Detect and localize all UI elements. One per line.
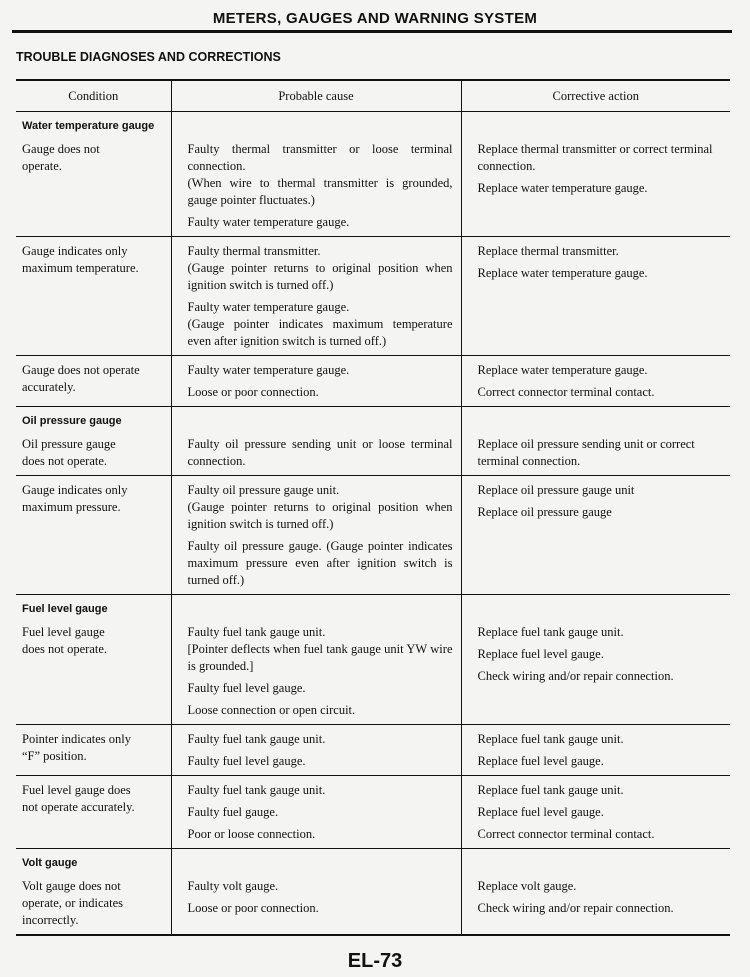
corrective-action-text: Replace fuel tank gauge unit. [477,732,624,746]
corrective-action-cell [461,237,730,356]
table-row [16,112,730,237]
group-spacer [478,855,723,878]
table-row [16,237,730,356]
corrective-action-text: Correct connector terminal contact. [477,827,655,841]
corrective-action-text: Replace volt gauge. [477,879,577,893]
condition-cell [16,237,171,356]
title-rule [12,30,732,33]
condition-text: Fuel level gauge does not operate. [22,625,108,656]
probable-cause-cell [171,725,461,776]
corrective-action-text: Check wiring and/or repair connection. [477,669,674,683]
probable-cause-text: Faulty fuel tank gauge unit. [187,783,326,797]
probable-cause-text: Faulty fuel level gauge. [187,681,306,695]
condition-cell [16,476,171,595]
probable-cause-text: Faulty oil pressure gauge. (Gauge pointer indicates maximum pressure even after ignition switch is turned off.) [187,539,453,587]
probable-cause-text: Faulty fuel tank gauge unit. [Pointer deflects when fuel tank gauge unit YW wire is grounded.] [187,625,453,673]
condition-text: Gauge indicates only maximum temperature. [22,244,139,275]
table-row [16,776,730,849]
group-spacer [188,118,453,141]
condition-text: Gauge does not operate. [22,142,100,173]
corrective-action-cell [461,356,730,407]
corrective-action-text: Replace oil pressure sending unit or correct terminal connection. [477,437,695,468]
condition-cell [16,725,171,776]
page-title: METERS, GAUGES AND WARNING SYSTEM [212,10,538,27]
table-row [16,849,730,936]
probable-cause-text: Poor or loose connection. [187,827,316,841]
corrective-action-cell [461,776,730,849]
corrective-action-text: Replace oil pressure gauge [477,505,612,519]
corrective-action-text: Replace fuel tank gauge unit. [477,625,624,639]
group-spacer [188,855,453,878]
condition-text: Gauge indicates only maximum pressure. [22,483,128,514]
probable-cause-text: Faulty thermal transmitter. (Gauge pointer returns to original position when ignition switch is turned off.) [187,244,453,292]
probable-cause-cell [171,112,461,237]
probable-cause-text: Faulty thermal transmitter or loose terminal connection. (When wire to thermal transmitter is grounded, gauge pointer fluctuates.) [187,142,453,207]
probable-cause-text: Faulty water temperature gauge. (Gauge pointer indicates maximum temperature even after ignition switch is turned off.) [187,300,453,348]
condition-cell [16,849,171,936]
corrective-action-text: Check wiring and/or repair connection. [477,901,674,915]
table-row [16,476,730,595]
header-corrective-action: Corrective action [461,80,730,112]
probable-cause-text: Faulty fuel level gauge. [187,754,306,768]
probable-cause-cell [171,849,461,936]
group-spacer [188,413,453,436]
condition-text: Fuel level gauge does not operate accurately. [22,783,135,814]
condition-cell [16,407,171,476]
probable-cause-text: Faulty water temperature gauge. [187,215,350,229]
gauge-group-title: Volt gauge [22,857,78,869]
corrective-action-text: Replace fuel level gauge. [477,805,604,819]
probable-cause-text: Loose connection or open circuit. [187,703,356,717]
group-spacer [478,118,723,141]
group-spacer [188,601,453,624]
condition-text: Volt gauge does not operate, or indicates incorrectly. [22,879,123,927]
condition-cell [16,112,171,237]
condition-cell [16,595,171,725]
group-spacer [478,413,723,436]
probable-cause-cell [171,595,461,725]
corrective-action-text: Replace thermal transmitter or correct terminal connection. [477,142,713,173]
condition-cell [16,356,171,407]
probable-cause-cell [171,776,461,849]
page-number: EL-73 [347,950,403,972]
condition-text: Pointer indicates only “F” position. [22,732,132,763]
header-probable-cause: Probable cause [171,80,461,112]
corrective-action-text: Replace fuel level gauge. [477,754,604,768]
header-condition: Condition [16,80,171,112]
condition-text: Gauge does not operate accurately. [22,363,140,394]
corrective-action-text: Replace water temperature gauge. [477,266,648,280]
gauge-group-title: Fuel level gauge [22,603,108,615]
table-header-row [16,80,730,112]
corrective-action-text: Replace fuel tank gauge unit. [477,783,624,797]
condition-cell [16,776,171,849]
corrective-action-text: Replace oil pressure gauge unit [477,483,635,497]
corrective-action-cell [461,849,730,936]
gauge-group-title: Water temperature gauge [22,120,155,132]
probable-cause-text: Faulty water temperature gauge. [187,363,350,377]
corrective-action-cell [461,476,730,595]
probable-cause-cell [171,407,461,476]
table-row [16,725,730,776]
table-body [16,112,730,936]
probable-cause-cell [171,237,461,356]
condition-text: Oil pressure gauge does not operate. [22,437,116,468]
table-row [16,595,730,725]
probable-cause-text: Loose or poor connection. [187,385,319,399]
table-row [16,356,730,407]
probable-cause-text: Faulty oil pressure sending unit or loose terminal connection. [187,437,453,468]
corrective-action-cell [461,407,730,476]
probable-cause-text: Faulty fuel gauge. [187,805,279,819]
probable-cause-text: Faulty oil pressure gauge unit. (Gauge pointer returns to original position when ignition switch is turned off.) [187,483,453,531]
corrective-action-text: Correct connector terminal contact. [477,385,655,399]
probable-cause-text: Faulty fuel tank gauge unit. [187,732,326,746]
gauge-group-title: Oil pressure gauge [22,415,122,427]
corrective-action-cell [461,112,730,237]
probable-cause-text: Loose or poor connection. [187,901,319,915]
corrective-action-text: Replace thermal transmitter. [477,244,619,258]
table-row [16,407,730,476]
probable-cause-cell [171,356,461,407]
corrective-action-text: Replace water temperature gauge. [477,363,648,377]
corrective-action-text: Replace fuel level gauge. [477,647,604,661]
probable-cause-cell [171,476,461,595]
probable-cause-text: Faulty volt gauge. [187,879,279,893]
corrective-action-cell [461,725,730,776]
section-title: TROUBLE DIAGNOSES AND CORRECTIONS [16,50,281,64]
corrective-action-cell [461,595,730,725]
trouble-table [16,79,730,936]
group-spacer [478,601,723,624]
corrective-action-text: Replace water temperature gauge. [477,181,648,195]
